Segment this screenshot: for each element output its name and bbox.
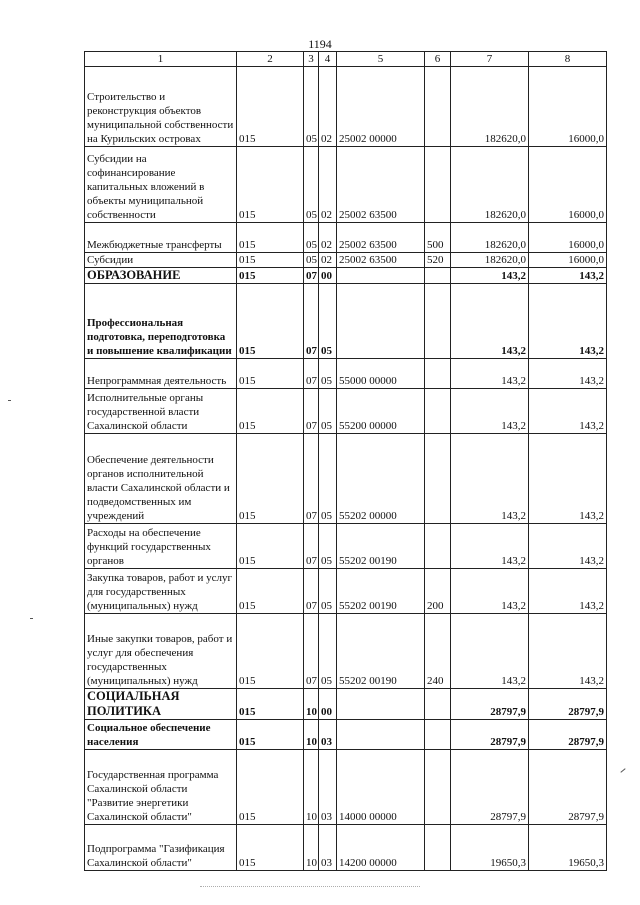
- row-amount-2-cell: 143,2: [529, 359, 607, 389]
- row-subsection-cell: 00: [319, 689, 337, 720]
- table-row: [85, 524, 607, 569]
- row-name-cell: Обеспечение деятельности органов исполнительной власти Сахалинской области и подведомственных им учреждений: [85, 434, 237, 524]
- row-name-cell: Социальное обеспечение населения: [85, 720, 237, 750]
- row-amount-1-cell: 143,2: [451, 359, 529, 389]
- row-amount-2-cell: 28797,9: [529, 750, 607, 825]
- row-admin-code-cell: 015: [237, 67, 304, 147]
- row-section-cell: 07: [304, 524, 319, 569]
- row-admin-code-cell: 015: [237, 359, 304, 389]
- row-amount-1-cell: 143,2: [451, 284, 529, 359]
- row-subsection-cell: 03: [319, 750, 337, 825]
- row-amount-1-cell: 182620,0: [451, 223, 529, 253]
- row-section-cell: 05: [304, 253, 319, 268]
- row-expense-type-cell: 520: [425, 253, 451, 268]
- row-subsection-cell: 05: [319, 524, 337, 569]
- table-row: [85, 268, 607, 284]
- row-expense-type-cell: [425, 524, 451, 569]
- row-admin-code-cell: 015: [237, 434, 304, 524]
- row-name-cell: Профессиональная подготовка, переподготовка и повышение квалификации: [85, 284, 237, 359]
- row-subsection-cell: 05: [319, 434, 337, 524]
- row-subsection-cell: 02: [319, 253, 337, 268]
- row-section-cell: 07: [304, 284, 319, 359]
- row-target-code-cell: [337, 689, 425, 720]
- row-subsection-cell: 05: [319, 569, 337, 614]
- row-amount-2-cell: 143,2: [529, 614, 607, 689]
- row-admin-code-cell: 015: [237, 147, 304, 223]
- row-target-code-cell: 55202 00190: [337, 569, 425, 614]
- row-admin-code-cell: 015: [237, 268, 304, 284]
- row-expense-type-cell: 500: [425, 223, 451, 253]
- row-amount-1-cell: 143,2: [451, 268, 529, 284]
- page-number: 1194: [308, 37, 332, 51]
- header-cell: 7: [451, 52, 529, 67]
- row-amount-2-cell: 143,2: [529, 284, 607, 359]
- row-expense-type-cell: [425, 67, 451, 147]
- row-name-cell: Субсидии на софинансирование капитальных вложений в объекты муниципальной собственности: [85, 147, 237, 223]
- row-admin-code-cell: 015: [237, 389, 304, 434]
- row-subsection-cell: 05: [319, 614, 337, 689]
- scan-dots: [200, 886, 420, 889]
- row-amount-1-cell: 143,2: [451, 614, 529, 689]
- row-admin-code-cell: 015: [237, 253, 304, 268]
- row-section-cell: 07: [304, 359, 319, 389]
- row-amount-2-cell: 143,2: [529, 389, 607, 434]
- row-section-cell: 07: [304, 389, 319, 434]
- row-section-cell: 10: [304, 825, 319, 871]
- row-subsection-cell: 02: [319, 147, 337, 223]
- row-name-cell: Субсидии: [85, 253, 237, 268]
- row-target-code-cell: [337, 284, 425, 359]
- row-admin-code-cell: 015: [237, 284, 304, 359]
- row-amount-2-cell: 16000,0: [529, 253, 607, 268]
- row-amount-1-cell: 143,2: [451, 389, 529, 434]
- row-section-cell: 07: [304, 614, 319, 689]
- row-expense-type-cell: [425, 825, 451, 871]
- row-expense-type-cell: [425, 284, 451, 359]
- row-amount-2-cell: 143,2: [529, 268, 607, 284]
- row-target-code-cell: 25002 63500: [337, 223, 425, 253]
- row-expense-type-cell: 240: [425, 614, 451, 689]
- row-name-cell: Строительство и реконструкция объектов муниципальной собственности на Курильских островах: [85, 67, 237, 147]
- row-target-code-cell: 14000 00000: [337, 750, 425, 825]
- row-name-cell: Подпрограмма "Газификация Сахалинской области": [85, 825, 237, 871]
- row-target-code-cell: [337, 268, 425, 284]
- row-target-code-cell: 55202 00190: [337, 614, 425, 689]
- row-amount-1-cell: 28797,9: [451, 689, 529, 720]
- row-amount-2-cell: 143,2: [529, 434, 607, 524]
- table-row: [85, 67, 607, 147]
- header-cell: 8: [529, 52, 607, 67]
- row-section-cell: 07: [304, 569, 319, 614]
- row-expense-type-cell: [425, 359, 451, 389]
- row-name-cell: Государственная программа Сахалинской области "Развитие энергетики Сахалинской области": [85, 750, 237, 825]
- row-target-code-cell: [337, 720, 425, 750]
- row-expense-type-cell: [425, 147, 451, 223]
- row-name-cell: Непрограммная деятельность: [85, 359, 237, 389]
- table-row: [85, 253, 607, 268]
- table-row: [85, 750, 607, 825]
- row-subsection-cell: 03: [319, 720, 337, 750]
- row-target-code-cell: 55202 00000: [337, 434, 425, 524]
- row-section-cell: 07: [304, 434, 319, 524]
- row-amount-1-cell: 28797,9: [451, 720, 529, 750]
- row-section-cell: 05: [304, 67, 319, 147]
- row-admin-code-cell: 015: [237, 524, 304, 569]
- row-expense-type-cell: [425, 434, 451, 524]
- row-section-cell: 05: [304, 147, 319, 223]
- row-admin-code-cell: 015: [237, 825, 304, 871]
- table-row: [85, 720, 607, 750]
- row-admin-code-cell: 015: [237, 614, 304, 689]
- row-amount-1-cell: 182620,0: [451, 67, 529, 147]
- row-expense-type-cell: [425, 268, 451, 284]
- row-amount-2-cell: 16000,0: [529, 223, 607, 253]
- row-amount-2-cell: 19650,3: [529, 825, 607, 871]
- row-admin-code-cell: 015: [237, 689, 304, 720]
- row-section-cell: 10: [304, 750, 319, 825]
- row-amount-1-cell: 182620,0: [451, 147, 529, 223]
- row-target-code-cell: 25002 63500: [337, 253, 425, 268]
- header-cell: 2: [237, 52, 304, 67]
- row-target-code-cell: 55000 00000: [337, 359, 425, 389]
- row-amount-1-cell: 143,2: [451, 569, 529, 614]
- row-subsection-cell: 03: [319, 825, 337, 871]
- row-section-cell: 05: [304, 223, 319, 253]
- row-expense-type-cell: [425, 750, 451, 825]
- row-section-cell: 10: [304, 689, 319, 720]
- table-row: [85, 569, 607, 614]
- row-name-cell: Исполнительные органы государственной власти Сахалинской области: [85, 389, 237, 434]
- table-row: [85, 689, 607, 720]
- row-name-cell: ОБРАЗОВАНИЕ: [85, 268, 237, 284]
- row-subsection-cell: 05: [319, 359, 337, 389]
- table-row: [85, 389, 607, 434]
- header-cell: 3: [304, 52, 319, 67]
- row-admin-code-cell: 015: [237, 720, 304, 750]
- scan-speck: [8, 400, 11, 401]
- row-amount-1-cell: 28797,9: [451, 750, 529, 825]
- row-name-cell: Расходы на обеспечение функций государственных органов: [85, 524, 237, 569]
- row-target-code-cell: 55202 00190: [337, 524, 425, 569]
- table-row: [85, 284, 607, 359]
- budget-table: [84, 51, 607, 871]
- table-row: [85, 359, 607, 389]
- row-target-code-cell: 25002 63500: [337, 147, 425, 223]
- row-name-cell: Закупка товаров, работ и услуг для государственных (муниципальных) нужд: [85, 569, 237, 614]
- row-amount-2-cell: 143,2: [529, 524, 607, 569]
- table-row: [85, 223, 607, 253]
- header-row: [85, 52, 607, 67]
- header-cell: 4: [319, 52, 337, 67]
- table-row: [85, 614, 607, 689]
- row-amount-1-cell: 143,2: [451, 434, 529, 524]
- row-admin-code-cell: 015: [237, 223, 304, 253]
- row-amount-2-cell: 143,2: [529, 569, 607, 614]
- row-expense-type-cell: [425, 389, 451, 434]
- row-expense-type-cell: [425, 689, 451, 720]
- row-admin-code-cell: 015: [237, 569, 304, 614]
- row-amount-2-cell: 16000,0: [529, 147, 607, 223]
- row-subsection-cell: 05: [319, 284, 337, 359]
- row-amount-2-cell: 28797,9: [529, 689, 607, 720]
- row-amount-2-cell: 16000,0: [529, 67, 607, 147]
- row-expense-type-cell: 200: [425, 569, 451, 614]
- scan-speck: [620, 768, 625, 773]
- row-amount-1-cell: 182620,0: [451, 253, 529, 268]
- row-subsection-cell: 02: [319, 223, 337, 253]
- table-row: [85, 147, 607, 223]
- row-name-cell: СОЦИАЛЬНАЯ ПОЛИТИКА: [85, 689, 237, 720]
- row-amount-2-cell: 28797,9: [529, 720, 607, 750]
- row-target-code-cell: 25002 00000: [337, 67, 425, 147]
- row-name-cell: Иные закупки товаров, работ и услуг для обеспечения государственных (муниципальных) нужд: [85, 614, 237, 689]
- row-subsection-cell: 05: [319, 389, 337, 434]
- row-expense-type-cell: [425, 720, 451, 750]
- header-cell: 1: [85, 52, 237, 67]
- row-subsection-cell: 02: [319, 67, 337, 147]
- row-target-code-cell: 14200 00000: [337, 825, 425, 871]
- header-cell: 5: [337, 52, 425, 67]
- row-section-cell: 07: [304, 268, 319, 284]
- row-target-code-cell: 55200 00000: [337, 389, 425, 434]
- scan-speck: [30, 618, 33, 619]
- header-cell: 6: [425, 52, 451, 67]
- row-amount-1-cell: 143,2: [451, 524, 529, 569]
- row-section-cell: 10: [304, 720, 319, 750]
- row-admin-code-cell: 015: [237, 750, 304, 825]
- table-row: [85, 434, 607, 524]
- row-subsection-cell: 00: [319, 268, 337, 284]
- row-amount-1-cell: 19650,3: [451, 825, 529, 871]
- row-name-cell: Межбюджетные трансферты: [85, 223, 237, 253]
- table-row: [85, 825, 607, 871]
